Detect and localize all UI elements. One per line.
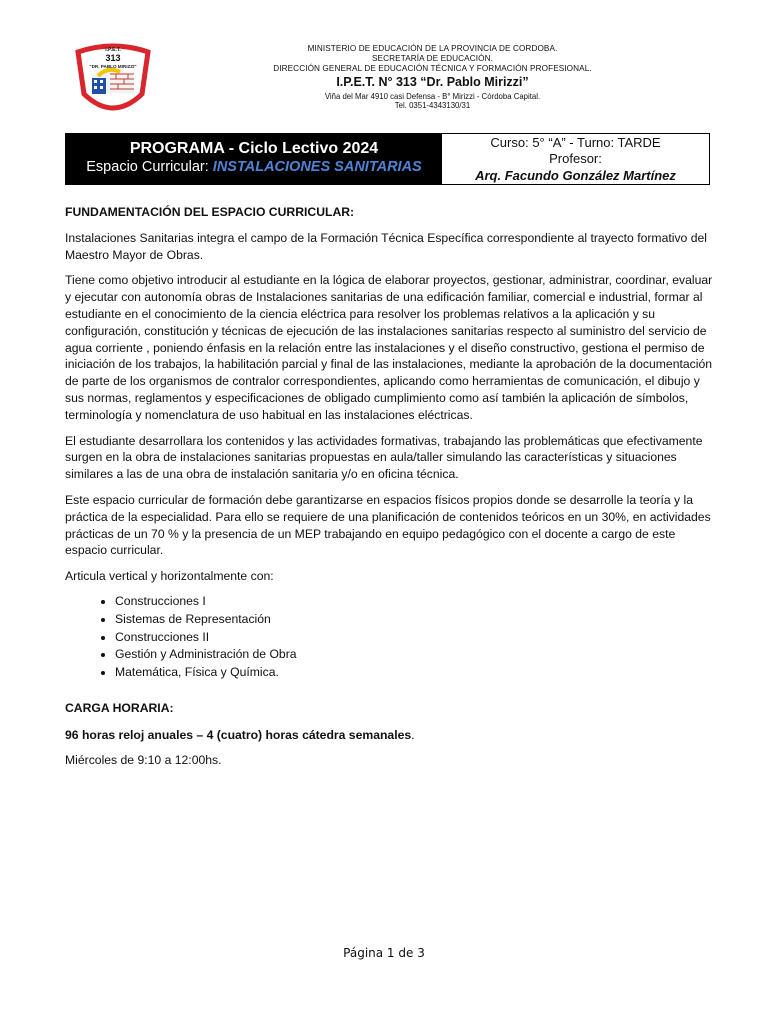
course-info-panel [442,134,709,184]
profesor-name: Arq. Facundo González Martínez [475,167,676,183]
hours-line [65,727,715,744]
paragraph: El estudiante desarrollara los contenidos y las actividades formativas, trabajando las problemáticas que efectivamente surgen en la obra de instalaciones sanitarias propuestas en aula/taller simulando las características y situaciones similares a las de una obra de instalación sanitaria y/o en oficina técnica. [65,433,703,482]
program-title-panel [66,134,442,184]
paragraph: Instalaciones Sanitarias integra el campo de la Formación Técnica Específica correspondiente al trayecto formativo del Maestro Mayor de Obras. [65,230,707,262]
espacio-value: INSTALACIONES SANITARIAS [212,158,422,175]
section-heading: FUNDAMENTACIÓN DEL ESPACIO CURRICULAR: [65,205,355,219]
program-title: PROGRAMA - Ciclo Lectivo 2024 [129,140,379,157]
profesor-label: Profesor: [549,151,602,167]
school-address: Viña del Mar 4910 casi Defensa - B° Mirizzi - Córdoba Capital. [324,91,541,101]
secretaria-line: SECRETARÍA DE EDUCACIÓN. [372,53,493,63]
direccion-line: DIRECCIÓN GENERAL DE EDUCACIÓN TÉCNICA Y FORMACIÓN PROFESIONAL. [273,63,592,73]
logo-top-text: I.P.E.T. [105,47,121,53]
articulation-list [65,593,715,682]
carga-horaria-section [65,700,715,768]
program-title-box [65,133,710,185]
list-item: • Sistemas de Representación [115,611,715,629]
espacio-curricular [66,158,442,177]
list-item: • Construcciones II [115,629,715,647]
list-item: • Construcciones I [115,593,715,611]
logo-bottom-text: "DR. PABLO MIRIZZI" [89,64,137,69]
paragraph: Articula vertical y horizontalmente con: [65,569,274,584]
institution-header [230,44,635,110]
school-phone: Tel. 0351-4343130/31 [394,100,471,110]
hours-end: . [411,727,415,742]
hours-text: 96 horas reloj anuales – 4 (cuatro) horas cátedra semanales [65,727,412,742]
espacio-label: Espacio Curricular: [86,158,209,175]
page-number: Página 1 de 3 [343,946,425,960]
paragraph: Tiene como objetivo introducir al estudiante en la lógica de elaborar proyectos, gestionar, administrar, coordinar, evaluar y ejecutar con autonomía obras de Instalaciones sanitarias de una edificación familiar, comercial e industrial, formar al estudiante en el conocimiento de la ciencia eléctrica para resolver los problemas relativos a la aplicación y su configuración, constitución y técnicas de ejecución de las instalaciones sanitarias respecto al suministro del servicio de agua corriente , poniendo énfasis en la relación entre las instalaciones y el diseño constructivo, gestiona el permiso de iniciación de los trabajos, la habilitación parcial y final de las instalaciones, mediante la aprobación de la documentación de parte de los organismos de contralor correspondientes, aplicando como herramientas de comunicación, el dibujo y sus normas, reglamentos y especificaciones de obligado cumplimiento como así también la aplicación de símbolos, terminología y nomenclatura de uso habitual en las instalaciones eléctricas. [65,273,713,422]
ministry-line: MINISTERIO DE EDUCACIÓN DE LA PROVINCIA DE CORDOBA. [307,44,558,53]
curso-turno: Curso: 5° “A” - Turno: TARDE [490,135,661,150]
fundamentacion-section [65,204,715,682]
logo-number: 313 [105,53,121,63]
school-logo [70,42,156,118]
paragraph: Este espacio curricular de formación debe garantizarse en espacios físicos propios donde se desarrolle la teoría y la práctica de la especialidad. Para ello se requiere de una planificación de contenidos teóricos en un 30%, en actividades prácticas de un 70 % y la presencia de un MEP trabajando en equipo pedagógico con el docente a cargo de este espacio curricular. [65,492,711,558]
carga-heading: CARGA HORARIA: [65,701,174,715]
list-item: • Matemática, Física y Química. [115,664,715,682]
list-item: • Gestión y Administración de Obra [115,646,715,664]
school-name: I.P.E.T. N° 313 “Dr. Pablo Mirizzi” [336,74,529,89]
schedule-text: Miércoles de 9:10 a 12:00hs. [65,752,222,767]
